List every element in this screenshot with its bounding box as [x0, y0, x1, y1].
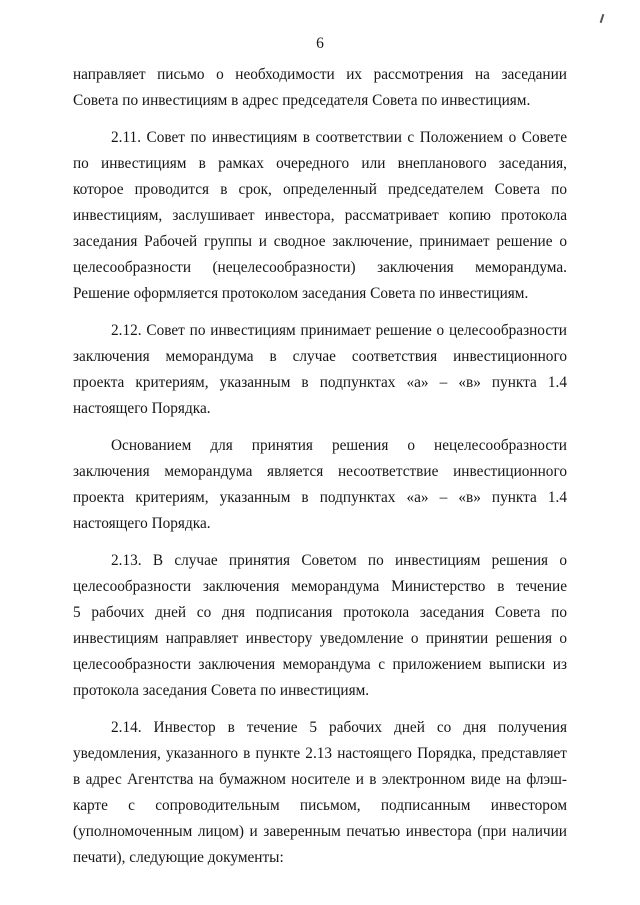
page-number: 6: [316, 35, 324, 52]
paragraph-2-11: [73, 125, 567, 307]
text-line: целесообразности (нецелесообразности) заключения меморандума.: [73, 259, 567, 276]
text-line: настоящего Порядка.: [73, 515, 211, 532]
text-line: протокола заседания Совета по инвестициям.: [73, 682, 370, 699]
paragraph-continuation: [73, 62, 567, 114]
text-line: направляет письмо о необходимости их рассмотрения на заседании: [73, 66, 567, 83]
paragraph-grounds: [73, 433, 567, 537]
text-line: (уполномоченным лицом) и заверенным печатью инвестора (при наличии: [73, 823, 567, 840]
text-line: по инвестициям в рамках очередного или внепланового заседания,: [73, 155, 567, 172]
paragraph-2-12: [73, 318, 567, 422]
text-line: Решение оформляется протоколом заседания Совета по инвестициям.: [73, 285, 529, 302]
text-line: настоящего Порядка.: [73, 400, 211, 417]
text-line: 5 рабочих дней со дня подписания протокола заседания Совета по: [73, 604, 567, 621]
text-line: инвестициям направляет инвестору уведомление о принятии решения о: [73, 630, 567, 647]
text-line: заключения меморандума в случае соответствия инвестиционного: [73, 348, 567, 365]
text-line: 2.13. В случае принятия Советом по инвестициям решения о: [111, 552, 567, 569]
text-line: Основанием для принятия решения о нецелесообразности: [111, 437, 567, 454]
text-line: заседания Рабочей группы и сводное заключение, принимает решение о: [73, 233, 567, 250]
text-line: которое проводится в срок, определенный председателем Совета по: [73, 181, 567, 198]
text-line: инвестициям, заслушивает инвестора, рассматривает копию протокола: [73, 207, 567, 224]
text-line: 2.11. Совет по инвестициям в соответствии с Положением о Совете: [111, 129, 567, 146]
text-line: карте с сопроводительным письмом, подписанным инвестором: [73, 797, 567, 814]
text-line: заключения меморандума является несоответствие инвестиционного: [73, 463, 567, 480]
text-line: целесообразности заключения меморандума с приложением выписки из: [73, 656, 567, 673]
text-line: печати), следующие документы:: [73, 849, 284, 866]
scan-mark: [600, 14, 605, 23]
text-line: 2.14. Инвестор в течение 5 рабочих дней со дня получения: [111, 719, 567, 736]
text-line: целесообразности заключения меморандума Министерство в течение: [73, 578, 567, 595]
text-line: в адрес Агентства на бумажном носителе и в электронном виде на флэш-: [73, 771, 567, 788]
document-body: [73, 62, 567, 871]
text-line: 2.12. Совет по инвестициям принимает решение о целесообразности: [111, 322, 567, 339]
text-line: проекта критериям, указанным в подпунктах «а» – «в» пункта 1.4: [73, 374, 567, 391]
text-line: проекта критериям, указанным в подпунктах «а» – «в» пункта 1.4: [73, 489, 567, 506]
paragraph-2-14: [73, 715, 567, 871]
paragraph-2-13: [73, 548, 567, 704]
text-line: уведомления, указанного в пункте 2.13 настоящего Порядка, представляет: [73, 745, 567, 762]
text-line: Совета по инвестициям в адрес председателя Совета по инвестициям.: [73, 92, 531, 109]
